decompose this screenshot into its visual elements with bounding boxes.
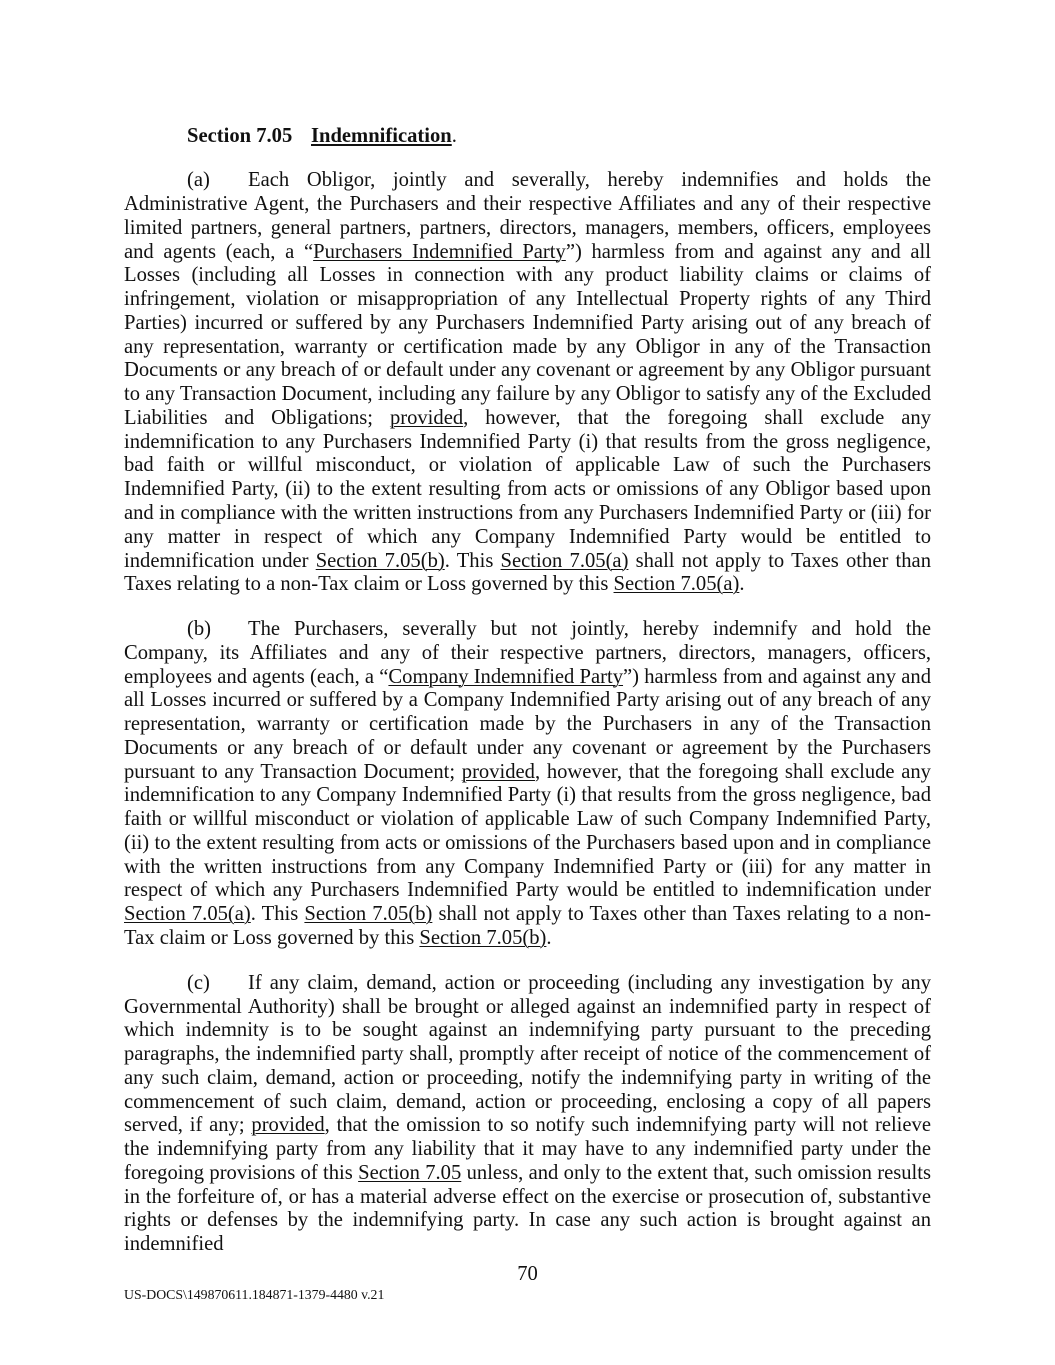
paragraph-a: [124, 169, 931, 597]
underlined-term: Section 7.05(b): [419, 927, 547, 949]
section-heading: [124, 125, 931, 149]
document-id-footer: US-DOCS\149870611.184871-1379-4480 v.21: [124, 1287, 385, 1302]
underlined-term: provided: [461, 760, 535, 783]
underlined-term: Section 7.05(a): [500, 549, 629, 572]
underlined-term: Section 7.05(b): [304, 903, 433, 926]
text-run: Each Obligor, jointly and severally, hereby indemnifies and holds the Administrative Agent, the Purchasers and their respective Affiliates and any of their respective limited partners, general partners, partners, directors, managers, members, officers, employees and agents (each, a “: [124, 169, 931, 263]
text-run: shall not apply to Taxes other than Taxes relating to a non-Tax claim or Loss governed by this: [124, 549, 931, 596]
page-number: 70: [517, 1263, 538, 1285]
text-run: .: [739, 573, 745, 596]
text-run: , however, that the foregoing shall exclude any indemnification to any Purchasers Indemnified Party (i) that results from the gross negligence, bad faith or willful misconduct, or violation of applicable Law of such the Purchasers Indemnified Party, (ii) to the extent resulting from acts or omissions of any Obligor based upon and in compliance with the written instructions from any Purchasers Indemnified Party or (iii) for any matter in respect of which any Company Indemnified Party would be entitled to indemnification under: [124, 406, 931, 572]
paragraph-c: [124, 972, 931, 1257]
underlined-term: Section 7.05: [358, 1161, 462, 1184]
section-number: Section 7.05: [187, 125, 293, 147]
text-run: . This: [250, 903, 305, 926]
text-run: unless, and only to the extent that, such omission results in the forfeiture of, or has a material adverse effect on the exercise or prosecution of, substantive rights or defenses by the indemnifying party. In case any such action is brought against an indemnified: [124, 1161, 931, 1256]
paragraph-label: (c): [187, 971, 210, 994]
paragraph-body: [124, 618, 931, 949]
underlined-term: Company Indemnified Party: [388, 665, 624, 688]
text-run: , however, that the foregoing shall exclude any indemnification to any Company Indemnified Party (i) that results from the gross negligence, bad faith or willful misconduct or violation of applicable Law of such Company Indemnified Party, (ii) to the extent resulting from acts or omissions of the Purchasers based upon and in compliance with the written instructions from any Company Indemnified Party or (iii) for any matter in respect of which any Purchasers Indemnified Party would be entitled to indemnification under: [124, 760, 931, 902]
text-run: If any claim, demand, action or proceeding (including any investigation by any Governmental Authority) shall be brought or alleged against an indemnified party in respect of which indemnity is to be sought against an indemnifying party pursuant to the preceding paragraphs, the indemnified party shall, promptly after receipt of notice of the commencement of any such claim, demand, action or proceeding, notify the indemnifying party in writing of the commencement of such claim, demand, action or proceeding, enclosing a copy of all papers served, if any;: [124, 971, 931, 1137]
paragraph-b: [124, 618, 931, 951]
text-run: ”) harmless from and against any and all Losses incurred or suffered by a Company Indemnified Party arising out of any breach of any representation, warranty or certification made by the Purchasers in any of the Transaction Documents or any breach of or default under any covenant or agreement by the Purchasers pursuant to any Transaction Document;: [124, 665, 931, 783]
underlined-term: Section 7.05(a): [124, 903, 251, 926]
text-run: , that the omission to so notify such indemnifying party will not relieve the indemnifying party from any liability that it may have to any indemnified party under the foregoing provisions of this: [124, 1114, 931, 1184]
body-text: [124, 125, 931, 1278]
text-run: ”) harmless from and against any and all Losses (including all Losses in connection with any product liability claims or claims of infringement, violation or misappropriation of any Intellectual Property rights of any Third Parties) incurred or suffered by any Purchasers Indemnified Party arising out of any breach of any representation, warranty or certification made by any Obligor in any of the Transaction Documents or any breach of or default under any covenant or agreement by any Obligor pursuant to any Transaction Document, including any failure by any Obligor to satisfy any of the Excluded Liabilities and Obligations;: [124, 240, 931, 429]
underlined-term: Section 7.05(b): [315, 549, 445, 572]
underlined-term: provided: [251, 1114, 325, 1137]
text-run: . This: [444, 549, 501, 572]
underlined-term: Purchasers Indemnified Party: [313, 240, 566, 263]
paragraph-body: [124, 169, 931, 595]
section-title: Indemnification: [311, 125, 452, 147]
paragraph-label: (b): [187, 618, 212, 641]
section-heading-period: .: [451, 125, 457, 147]
underlined-term: Section 7.05(a): [613, 573, 740, 596]
underlined-term: provided: [389, 406, 464, 429]
text-run: shall not apply to Taxes other than Taxes relating to a non-Tax claim or Loss governed by this: [124, 903, 931, 949]
text-run: .: [546, 927, 552, 949]
paragraph-body: [124, 972, 931, 1255]
paragraph-label: (a): [187, 169, 210, 192]
text-run: The Purchasers, severally but not jointly, hereby indemnify and hold the Company, its Affiliates and any of their respective partners, directors, managers, officers, employees and agents (each, a “: [124, 618, 931, 688]
